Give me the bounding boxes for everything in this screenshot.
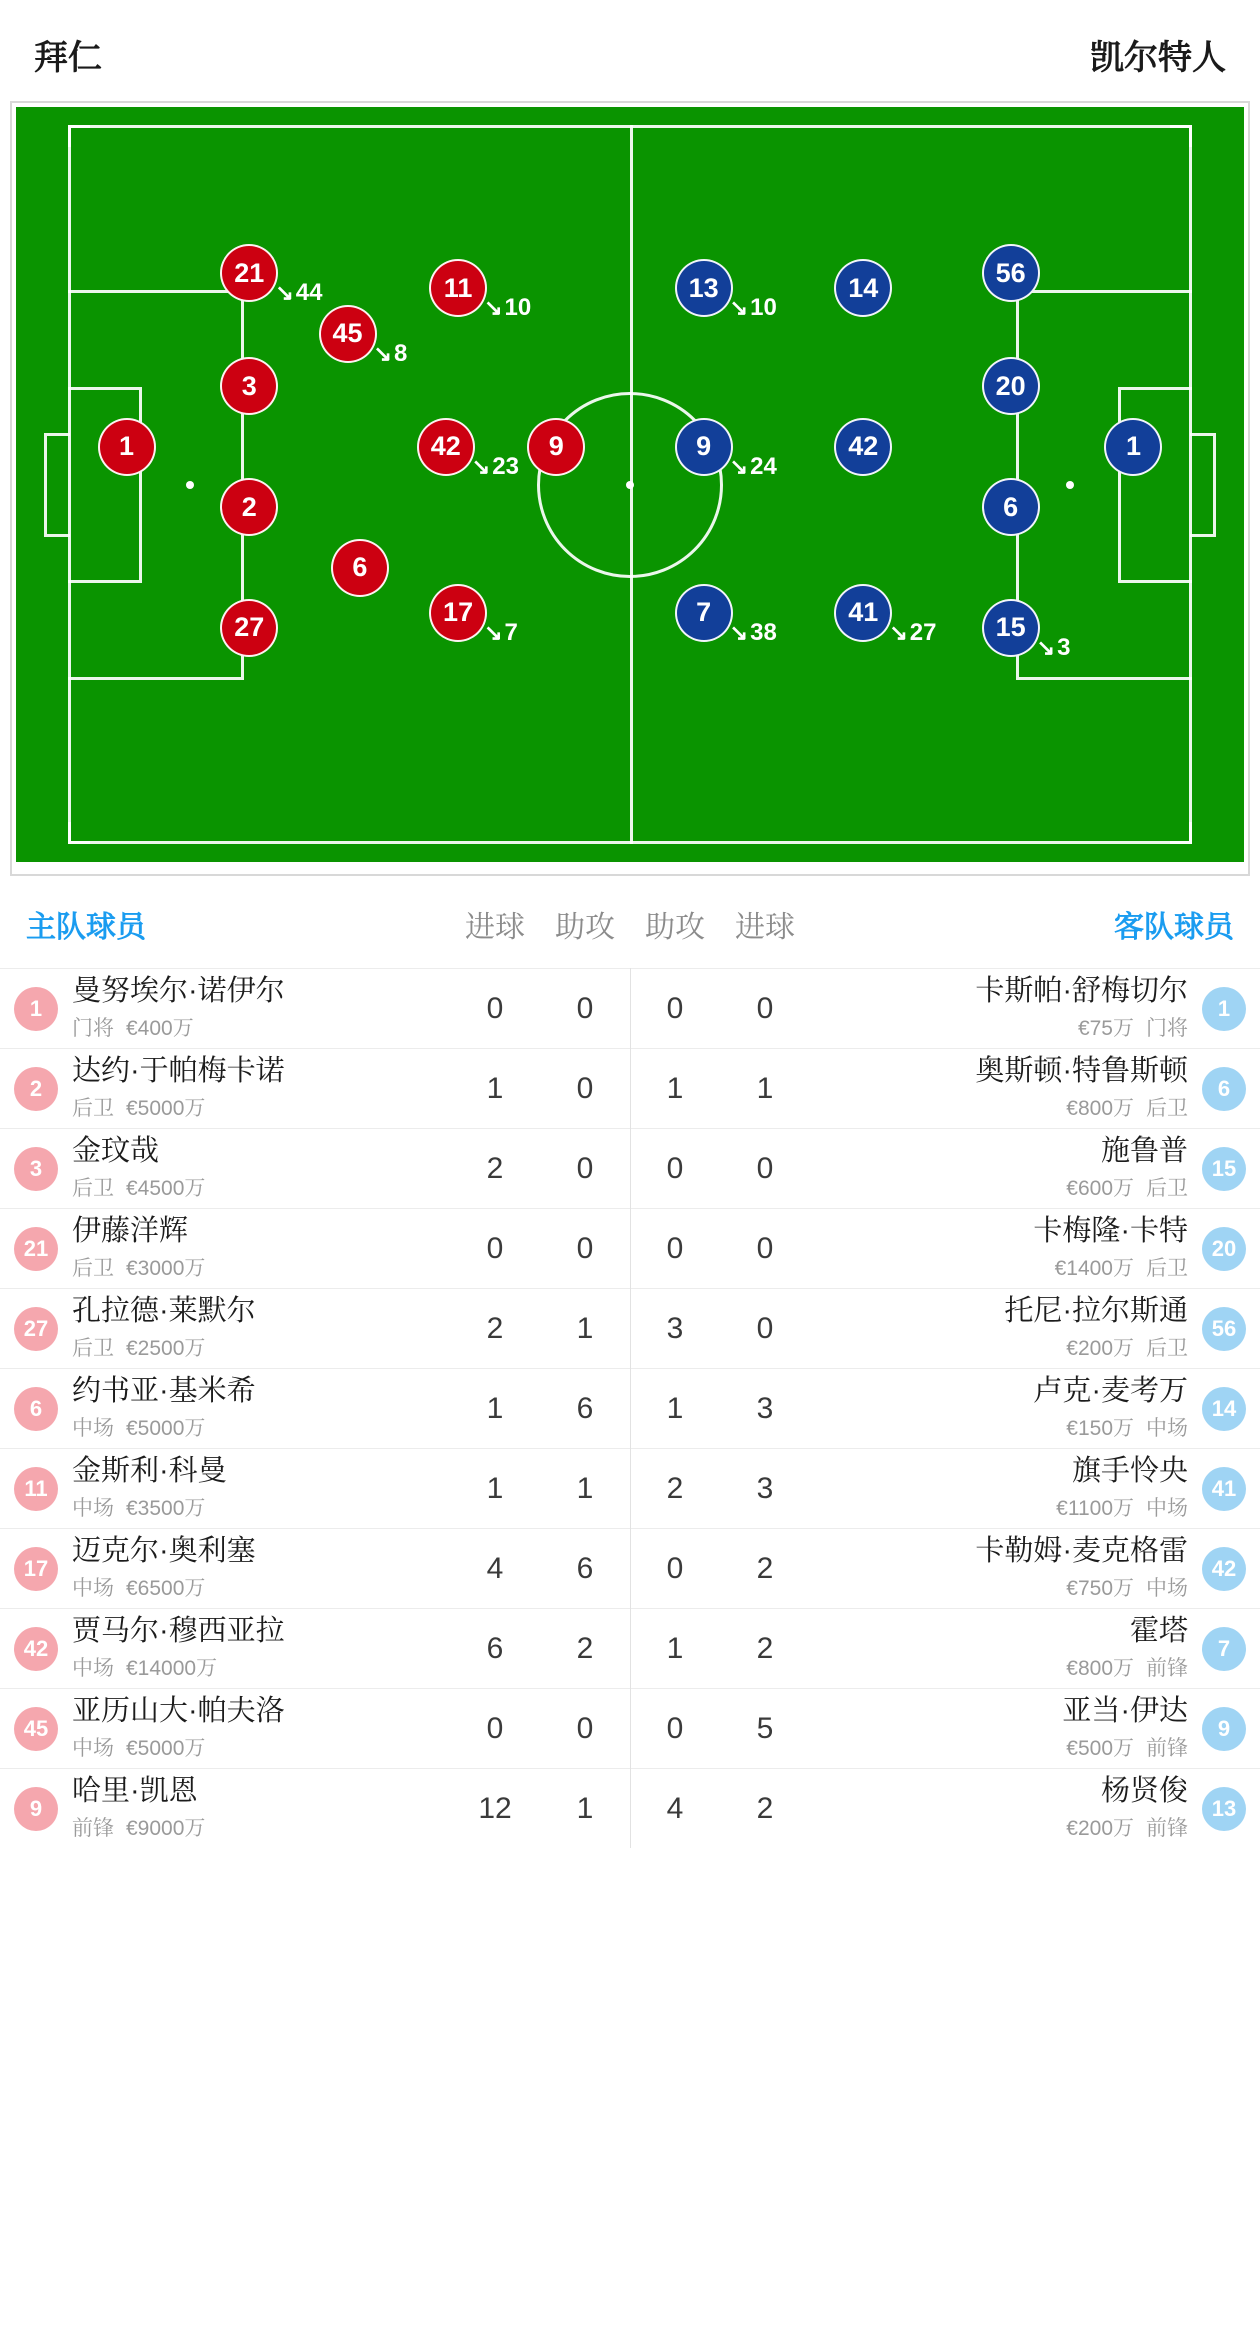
- away-player-number: 6: [1202, 1067, 1246, 1111]
- away-player-meta: [1054, 1652, 1188, 1682]
- pitch-player-away-7[interactable]: 7: [675, 584, 733, 642]
- home-assists: 0: [576, 1071, 594, 1105]
- home-player-cell[interactable]: [0, 1689, 459, 1768]
- sub-arrow-icon: ↘: [729, 453, 749, 479]
- home-player-info: [58, 1455, 241, 1522]
- away-goals: 0: [756, 1151, 774, 1185]
- away-player-name: 托尼·拉尔斯通: [1004, 1294, 1188, 1327]
- home-assists: 6: [576, 1391, 594, 1425]
- substitution-marker-home-17: [484, 619, 518, 647]
- home-player-meta: [72, 1012, 285, 1042]
- stat-header-home-goals: 进球: [465, 911, 525, 944]
- away-assists: 1: [666, 1071, 684, 1105]
- football-pitch[interactable]: [16, 107, 1244, 862]
- home-player-value: €6500万: [126, 1577, 206, 1601]
- home-player-name: 迈克尔·奥利塞: [72, 1534, 256, 1567]
- goal-right: [1190, 433, 1216, 537]
- away-player-info: [1040, 1775, 1202, 1842]
- home-players-label: 主队球员: [26, 911, 146, 944]
- home-player-name: 孔拉德·莱默尔: [72, 1294, 256, 1327]
- home-player-position: 前锋: [72, 1817, 114, 1841]
- away-goals: 2: [756, 1551, 774, 1585]
- home-player-info: [58, 1215, 231, 1282]
- home-player-position: 后卫: [72, 1337, 114, 1361]
- home-player-cell[interactable]: [0, 1449, 459, 1528]
- home-player-meta: [72, 1492, 227, 1522]
- away-player-position: 前锋: [1146, 1737, 1188, 1761]
- corner-arc-top-right: [1170, 125, 1192, 147]
- goal-left: [44, 433, 70, 537]
- away-player-info: [1030, 1455, 1202, 1522]
- home-player-info: [58, 1375, 270, 1442]
- away-player-value: €500万: [1066, 1737, 1134, 1761]
- sub-player-number: 38: [750, 618, 777, 646]
- away-player-cell[interactable]: [801, 1769, 1260, 1848]
- home-player-meta: [72, 1092, 285, 1122]
- away-player-name: 杨贤俊: [1100, 1774, 1188, 1807]
- home-player-cell[interactable]: [0, 1369, 459, 1448]
- away-player-number: 1: [1202, 987, 1246, 1031]
- home-player-info: [58, 1695, 299, 1762]
- away-assists: 0: [666, 1711, 684, 1745]
- away-player-info: [990, 1295, 1202, 1362]
- away-player-value: €1400万: [1054, 1257, 1134, 1281]
- away-player-cell[interactable]: [801, 969, 1260, 1048]
- home-team-name: 拜仁: [34, 39, 102, 77]
- stat-header-away-assists: 助攻: [645, 911, 705, 944]
- home-player-cell[interactable]: [0, 1529, 459, 1608]
- pitch-player-home-21[interactable]: 21: [220, 244, 278, 302]
- home-player-info: [58, 1535, 270, 1602]
- sub-arrow-icon: ↘: [889, 619, 908, 645]
- home-goals: 2: [486, 1151, 504, 1185]
- home-player-info: [58, 1615, 299, 1682]
- pitch-player-away-9[interactable]: 9: [675, 418, 733, 476]
- away-player-number: 20: [1202, 1227, 1246, 1271]
- home-player-number: 9: [14, 1787, 58, 1831]
- penalty-spot-left: [186, 481, 194, 489]
- home-player-meta: [72, 1332, 256, 1362]
- away-player-position: 前锋: [1146, 1817, 1188, 1841]
- home-assists: 2: [576, 1631, 594, 1665]
- home-player-name: 亚历山大·帕夫洛: [72, 1694, 285, 1727]
- away-player-position: 门将: [1146, 1017, 1188, 1041]
- away-assists: 1: [666, 1391, 684, 1425]
- home-player-name: 哈里·凯恩: [72, 1774, 198, 1807]
- away-assists: 2: [666, 1471, 684, 1505]
- away-player-value: €600万: [1066, 1177, 1134, 1201]
- away-player-name: 卢克·麦考万: [1033, 1374, 1188, 1407]
- away-player-name: 奥斯顿·特鲁斯顿: [975, 1054, 1188, 1087]
- away-team-name: 凯尔特人: [1090, 39, 1226, 77]
- away-player-position: 中场: [1146, 1417, 1188, 1441]
- substitution-marker-away-7: [730, 619, 777, 647]
- away-player-info: [961, 975, 1202, 1042]
- home-player-position: 门将: [72, 1017, 114, 1041]
- away-assists: 1: [666, 1631, 684, 1665]
- home-player-value: €9000万: [126, 1817, 206, 1841]
- home-assists: 1: [576, 1471, 594, 1505]
- away-player-number: 13: [1202, 1787, 1246, 1831]
- substitution-marker-home-45: [374, 340, 408, 368]
- home-player-position: 中场: [72, 1657, 114, 1681]
- away-player-cell[interactable]: [801, 1609, 1260, 1688]
- home-goals: 6: [486, 1631, 504, 1665]
- home-player-position: 后卫: [72, 1257, 114, 1281]
- away-player-info: [1040, 1615, 1202, 1682]
- corner-arc-bottom-right: [1170, 822, 1192, 844]
- away-player-position: 后卫: [1146, 1177, 1188, 1201]
- center-spot: [626, 481, 634, 489]
- away-assists: 3: [666, 1311, 684, 1345]
- stat-header-home-assists: 助攻: [555, 911, 615, 944]
- pitch-player-away-1[interactable]: 1: [1104, 418, 1162, 476]
- away-player-value: €1100万: [1056, 1497, 1134, 1521]
- away-assists: 0: [666, 1151, 684, 1185]
- away-player-value: €200万: [1066, 1337, 1134, 1361]
- away-player-value: €750万: [1066, 1577, 1134, 1601]
- home-player-meta: [72, 1732, 285, 1762]
- home-assists: 0: [576, 1151, 594, 1185]
- home-assists: 0: [576, 991, 594, 1025]
- away-player-info: [961, 1535, 1202, 1602]
- away-player-number: 9: [1202, 1707, 1246, 1751]
- sub-player-number: 3: [1057, 633, 1071, 661]
- away-player-name: 霍塔: [1129, 1614, 1188, 1647]
- away-assists: 0: [666, 1551, 684, 1585]
- away-player-meta: [975, 1012, 1188, 1042]
- away-player-number: 15: [1202, 1147, 1246, 1191]
- away-player-meta: [1054, 1732, 1188, 1762]
- penalty-spot-right: [1066, 481, 1074, 489]
- home-goals: 0: [486, 1711, 504, 1745]
- home-player-position: 后卫: [72, 1097, 114, 1121]
- away-player-position: 中场: [1146, 1497, 1188, 1521]
- sub-player-number: 7: [504, 618, 518, 646]
- home-goals: 12: [478, 1791, 512, 1825]
- pitch-player-home-45[interactable]: 45: [319, 305, 377, 363]
- sub-arrow-icon: ↘: [729, 619, 749, 645]
- lineup-list-header: [0, 876, 1260, 968]
- home-player-number: 27: [14, 1307, 58, 1351]
- home-player-name: 金斯利·科曼: [72, 1454, 227, 1487]
- home-player-number: 2: [14, 1067, 58, 1111]
- home-player-value: €2500万: [126, 1337, 206, 1361]
- home-assists: 1: [576, 1311, 594, 1345]
- pitch-player-home-2[interactable]: 2: [220, 478, 278, 536]
- player-rows: [0, 968, 1260, 1848]
- team-header: [0, 0, 1260, 101]
- pitch-player-away-41[interactable]: 41: [834, 584, 892, 642]
- away-goals: 3: [756, 1391, 774, 1425]
- home-player-info: [58, 1055, 299, 1122]
- home-player-meta: [72, 1252, 217, 1282]
- away-goals: 3: [756, 1471, 774, 1505]
- home-player-info: [58, 1295, 270, 1362]
- away-player-cell[interactable]: [801, 1689, 1260, 1768]
- away-player-info: [961, 1055, 1202, 1122]
- substitution-marker-away-13: [730, 294, 777, 322]
- sub-player-number: 44: [295, 279, 323, 307]
- away-player-meta: [1054, 1172, 1188, 1202]
- sub-arrow-icon: ↘: [484, 619, 503, 645]
- home-goals: 1: [486, 1391, 504, 1425]
- home-assists: 6: [576, 1551, 594, 1585]
- pitch-player-away-6[interactable]: 6: [982, 478, 1040, 536]
- sub-player-number: 8: [393, 339, 408, 367]
- away-assists: 4: [666, 1791, 684, 1825]
- home-player-cell[interactable]: [0, 1049, 459, 1128]
- home-player-position: 中场: [72, 1417, 114, 1441]
- away-players-label: 客队球员: [1114, 911, 1234, 944]
- home-player-value: €5000万: [126, 1737, 206, 1761]
- sub-player-number: 24: [750, 452, 777, 480]
- home-assists: 0: [576, 1231, 594, 1265]
- substitution-marker-away-41: [889, 619, 936, 647]
- pitch-player-home-11[interactable]: 11: [429, 259, 487, 317]
- away-goals: 1: [756, 1071, 774, 1105]
- home-player-cell[interactable]: [0, 1769, 459, 1848]
- away-player-position: 后卫: [1146, 1337, 1188, 1361]
- away-player-value: €200万: [1066, 1817, 1134, 1841]
- sub-arrow-icon: ↘: [373, 340, 392, 366]
- sub-player-number: 27: [909, 618, 937, 646]
- away-player-position: 后卫: [1146, 1097, 1188, 1121]
- away-player-meta: [1033, 1412, 1188, 1442]
- home-player-position: 中场: [72, 1497, 114, 1521]
- substitution-marker-away-9: [730, 453, 777, 481]
- stat-header-away-goals: 进球: [735, 911, 795, 944]
- home-player-cell[interactable]: [0, 969, 459, 1048]
- pitch-player-away-13[interactable]: 13: [675, 259, 733, 317]
- away-player-meta: [1004, 1332, 1188, 1362]
- home-player-value: €14000万: [126, 1657, 218, 1681]
- home-player-name: 达约·于帕梅卡诺: [72, 1054, 285, 1087]
- home-player-value: €5000万: [126, 1097, 206, 1121]
- away-player-number: 7: [1202, 1627, 1246, 1671]
- home-player-name: 曼努埃尔·诺伊尔: [72, 974, 285, 1007]
- home-player-cell[interactable]: [0, 1289, 459, 1368]
- home-player-meta: [72, 1652, 285, 1682]
- away-assists: 0: [666, 1231, 684, 1265]
- away-player-name: 旗手怜央: [1071, 1454, 1188, 1487]
- sub-player-number: 23: [492, 452, 519, 480]
- away-player-cell[interactable]: [801, 1129, 1260, 1208]
- away-player-info: [1019, 1215, 1202, 1282]
- away-player-number: 56: [1202, 1307, 1246, 1351]
- away-player-cell[interactable]: [801, 1289, 1260, 1368]
- away-player-info: [1040, 1135, 1202, 1202]
- six-yard-box-left: [68, 387, 142, 583]
- away-goals: 5: [756, 1711, 774, 1745]
- home-player-value: €4500万: [126, 1177, 206, 1201]
- home-player-info: [58, 1135, 231, 1202]
- away-player-cell[interactable]: [801, 1369, 1260, 1448]
- home-player-name: 贾马尔·穆西亚拉: [72, 1614, 285, 1647]
- sub-player-number: 10: [750, 294, 777, 322]
- away-player-cell[interactable]: [801, 1049, 1260, 1128]
- home-player-number: 42: [14, 1627, 58, 1671]
- home-assists: 1: [576, 1791, 594, 1825]
- away-goals: 0: [756, 1231, 774, 1265]
- pitch-player-home-17[interactable]: 17: [429, 584, 487, 642]
- pitch-player-away-15[interactable]: 15: [982, 599, 1040, 657]
- sub-arrow-icon: ↘: [484, 295, 503, 321]
- substitution-marker-home-42: [472, 453, 519, 481]
- away-player-meta: [975, 1572, 1188, 1602]
- home-player-cell[interactable]: [0, 1129, 459, 1208]
- away-player-info: [1019, 1375, 1202, 1442]
- home-player-info: [58, 1775, 231, 1842]
- sub-arrow-icon: ↘: [471, 453, 491, 479]
- sub-arrow-icon: ↘: [275, 280, 294, 306]
- home-player-number: 21: [14, 1227, 58, 1271]
- away-player-cell[interactable]: [801, 1529, 1260, 1608]
- away-goals: 2: [756, 1791, 774, 1825]
- pitch-player-home-1[interactable]: 1: [98, 418, 156, 476]
- home-player-meta: [72, 1572, 256, 1602]
- away-player-number: 42: [1202, 1547, 1246, 1591]
- pitch-container: [10, 101, 1250, 876]
- home-player-name: 金玟哉: [72, 1134, 160, 1167]
- away-player-meta: [1044, 1492, 1188, 1522]
- away-player-name: 卡斯帕·舒梅切尔: [975, 974, 1188, 1007]
- sub-arrow-icon: ↘: [729, 295, 749, 321]
- away-player-name: 亚当·伊达: [1062, 1694, 1188, 1727]
- pitch-player-away-20[interactable]: 20: [982, 357, 1040, 415]
- home-player-position: 中场: [72, 1737, 114, 1761]
- away-goals: 0: [756, 1311, 774, 1345]
- home-goals: 0: [486, 1231, 504, 1265]
- sub-player-number: 10: [504, 294, 532, 322]
- away-player-number: 41: [1202, 1467, 1246, 1511]
- home-player-number: 45: [14, 1707, 58, 1751]
- away-player-name: 卡勒姆·麦克格雷: [975, 1534, 1188, 1567]
- pitch-player-home-6[interactable]: 6: [331, 539, 389, 597]
- away-player-value: €150万: [1066, 1417, 1134, 1441]
- substitution-marker-away-15: [1037, 634, 1071, 662]
- away-player-value: €800万: [1066, 1097, 1134, 1121]
- away-player-meta: [1054, 1812, 1188, 1842]
- home-player-number: 11: [14, 1467, 58, 1511]
- home-player-name: 伊藤洋辉: [72, 1214, 189, 1247]
- pitch-player-home-9[interactable]: 9: [527, 418, 585, 476]
- pitch-player-home-42[interactable]: 42: [417, 418, 475, 476]
- home-player-cell[interactable]: [0, 1609, 459, 1688]
- away-assists: 0: [666, 991, 684, 1025]
- substitution-marker-home-11: [484, 294, 531, 322]
- away-goals: 0: [756, 991, 774, 1025]
- pitch-player-away-14[interactable]: 14: [834, 259, 892, 317]
- home-player-number: 6: [14, 1387, 58, 1431]
- home-goals: 4: [486, 1551, 504, 1585]
- away-goals: 2: [756, 1631, 774, 1665]
- away-player-position: 中场: [1146, 1577, 1188, 1601]
- center-divider: [630, 968, 631, 1848]
- away-player-meta: [975, 1092, 1188, 1122]
- away-player-meta: [1033, 1252, 1188, 1282]
- pitch-player-home-3[interactable]: 3: [220, 357, 278, 415]
- away-player-info: [1040, 1695, 1202, 1762]
- corner-arc-top-left: [68, 125, 90, 147]
- away-player-position: 后卫: [1146, 1257, 1188, 1281]
- away-player-cell[interactable]: [801, 1209, 1260, 1288]
- home-player-value: €400万: [126, 1017, 194, 1041]
- home-player-cell[interactable]: [0, 1209, 459, 1288]
- home-goals: 1: [486, 1071, 504, 1105]
- home-player-position: 中场: [72, 1577, 114, 1601]
- home-player-meta: [72, 1812, 217, 1842]
- pitch-player-away-56[interactable]: 56: [982, 244, 1040, 302]
- corner-arc-bottom-left: [68, 822, 90, 844]
- home-player-meta: [72, 1412, 256, 1442]
- away-player-value: €75万: [1077, 1017, 1134, 1041]
- home-player-meta: [72, 1172, 217, 1202]
- six-yard-box-right: [1118, 387, 1192, 583]
- home-player-name: 约书亚·基米希: [72, 1374, 256, 1407]
- home-player-number: 1: [14, 987, 58, 1031]
- substitution-marker-home-21: [275, 279, 322, 307]
- pitch-player-away-42[interactable]: 42: [834, 418, 892, 476]
- home-player-value: €5000万: [126, 1417, 206, 1441]
- home-player-position: 后卫: [72, 1177, 114, 1201]
- home-player-info: [58, 975, 299, 1042]
- away-player-name: 卡梅隆·卡特: [1033, 1214, 1188, 1247]
- home-player-number: 3: [14, 1147, 58, 1191]
- home-player-number: 17: [14, 1547, 58, 1591]
- home-player-value: €3500万: [126, 1497, 206, 1521]
- away-player-value: €800万: [1066, 1657, 1134, 1681]
- home-goals: 2: [486, 1311, 504, 1345]
- home-goals: 0: [486, 991, 504, 1025]
- sub-arrow-icon: ↘: [1036, 634, 1056, 660]
- away-player-name: 施鲁普: [1100, 1134, 1188, 1167]
- home-player-value: €3000万: [126, 1257, 206, 1281]
- pitch-player-home-27[interactable]: 27: [220, 599, 278, 657]
- away-player-cell[interactable]: [801, 1449, 1260, 1528]
- away-player-number: 14: [1202, 1387, 1246, 1431]
- stat-column-headers: [356, 902, 904, 946]
- away-player-position: 前锋: [1146, 1657, 1188, 1681]
- home-assists: 0: [576, 1711, 594, 1745]
- home-goals: 1: [486, 1471, 504, 1505]
